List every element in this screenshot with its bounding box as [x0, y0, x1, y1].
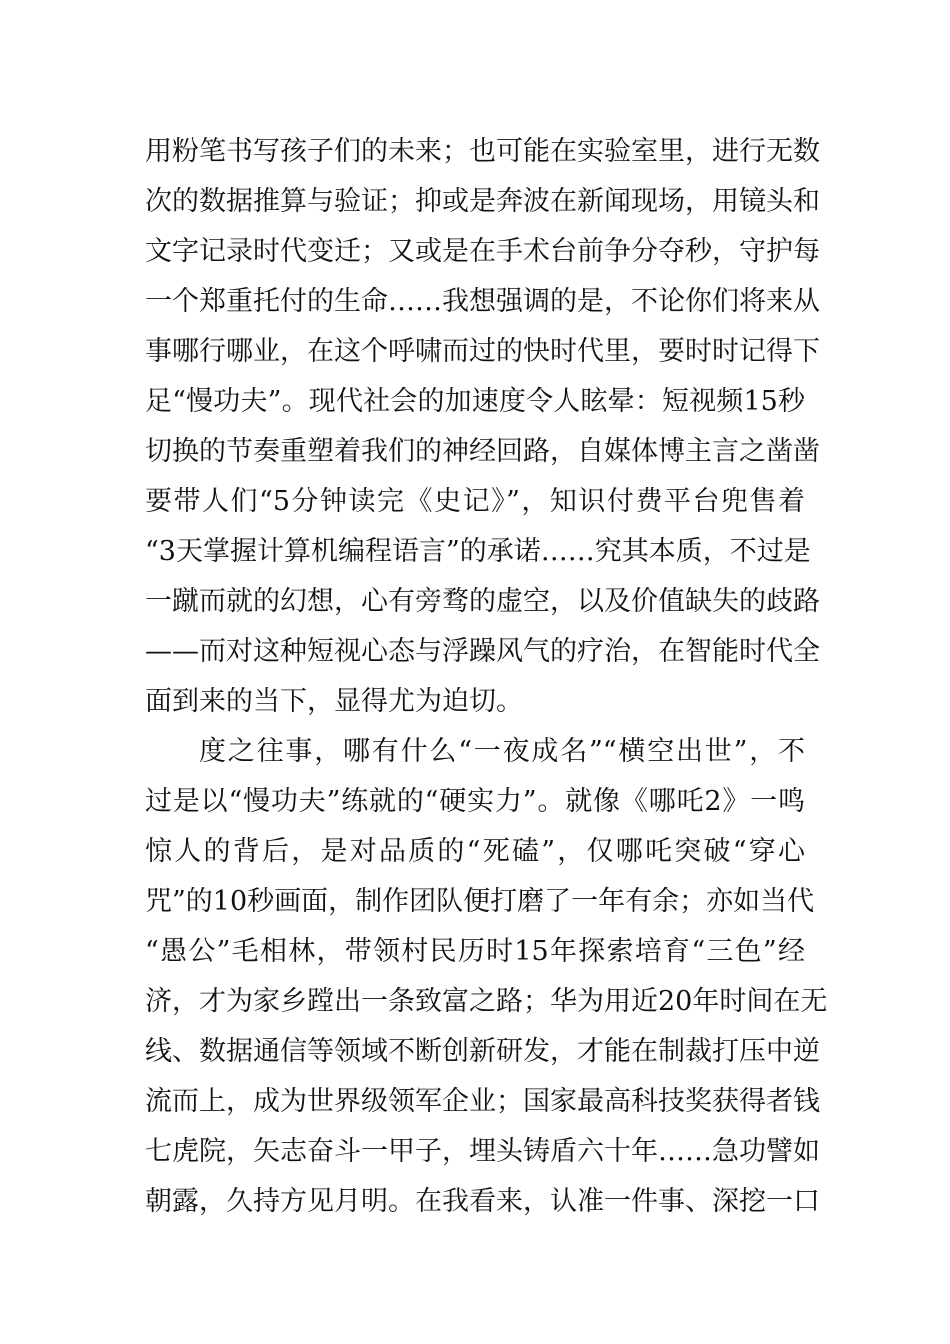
paragraph-2-line: 过是以“慢功夫”练就的“硬实力”。就像《哪吒2》一鸣	[145, 786, 805, 817]
paragraph-2-line: 济，才为家乡蹚出一条致富之路；华为用近20年时间在无	[145, 986, 828, 1017]
paragraph-2-line: 朝露，久持方见月明。在我看来，认准一件事、深挖一口	[145, 1186, 820, 1217]
paragraph-2-line: 流而上，成为世界级领军企业；国家最高科技奖获得者钱	[145, 1086, 820, 1117]
paragraph-1-line: 一蹴而就的幻想，心有旁骛的虚空，以及价值缺失的歧路	[145, 586, 820, 617]
paragraph-1-line: 文字记录时代变迁；又或是在手术台前争分夺秒，守护每	[145, 236, 820, 267]
paragraph-2-first-line: 度之往事，哪有什么“一夜成名”“横空出世”，不	[199, 736, 805, 767]
paragraph-1-line: 足“慢功夫”。现代社会的加速度令人眩晕：短视频15秒	[145, 386, 805, 417]
paragraph-2-line: “愚公”毛相林，带领村民历时15年探索培育“三色”经	[145, 936, 805, 967]
paragraph-1-line: 事哪行哪业，在这个呼啸而过的快时代里，要时时记得下	[145, 336, 820, 367]
paragraph-1-line: ——而对这种短视心态与浮躁风气的疗治，在智能时代全	[145, 636, 820, 667]
paragraph-2-line: 七虎院，矢志奋斗一甲子，埋头铸盾六十年……急功譬如	[145, 1136, 820, 1167]
paragraph-2-line: 惊人的背后，是对品质的“死磕”，仅哪吒突破“穿心	[145, 836, 805, 867]
paragraph-1-line: 切换的节奏重塑着我们的神经回路，自媒体博主言之凿凿	[145, 436, 820, 467]
paragraph-1-line: 用粉笔书写孩子们的未来；也可能在实验室里，进行无数	[145, 136, 820, 167]
paragraph-1-line: “3天掌握计算机编程语言”的承诺……究其本质，不过是	[145, 536, 811, 567]
paragraph-1-line: 一个郑重托付的生命……我想强调的是，不论你们将来从	[145, 286, 820, 317]
paragraph-2-line: 线、数据通信等领域不断创新研发，才能在制裁打压中逆	[145, 1036, 820, 1067]
paragraph-1-line: 次的数据推算与验证；抑或是奔波在新闻现场，用镜头和	[145, 186, 820, 217]
paragraph-1-line: 要带人们“5分钟读完《史记》”，知识付费平台兜售着	[145, 486, 805, 517]
paragraph-1-last-line: 面到来的当下，显得尤为迫切。	[145, 686, 523, 717]
paragraph-2-line: 咒”的10秒画面，制作团队便打磨了一年有余；亦如当代	[145, 886, 815, 917]
